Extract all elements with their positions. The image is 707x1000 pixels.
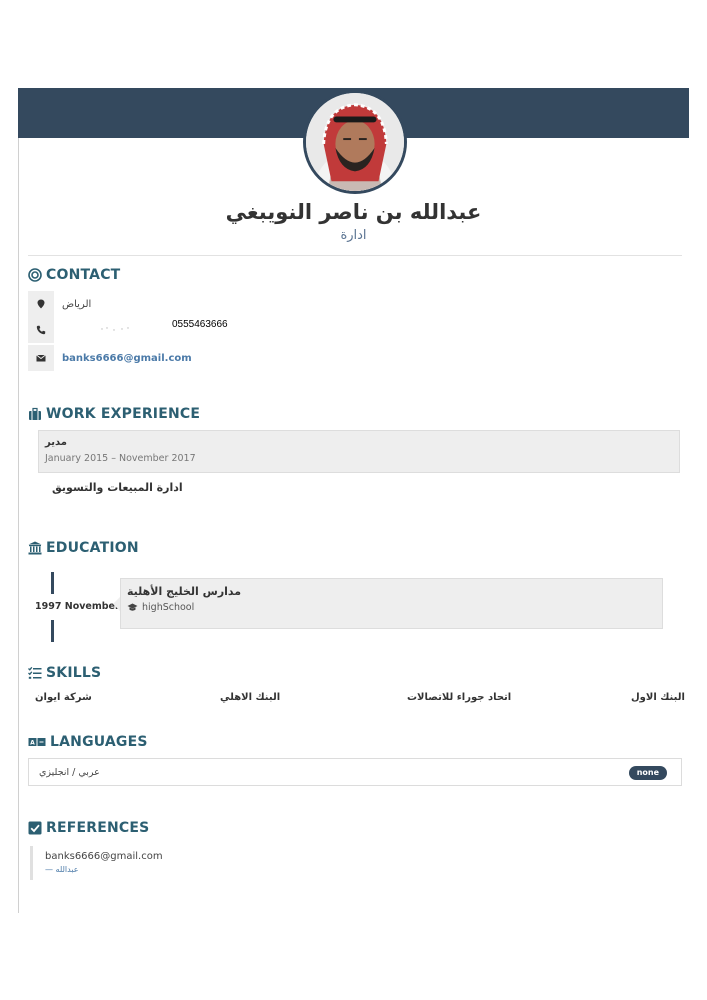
work-entry bbox=[38, 430, 680, 473]
job-title: مدير bbox=[45, 437, 67, 448]
contact-phone-row bbox=[28, 317, 54, 343]
job-description: ادارة المبيعات والتسويق bbox=[52, 481, 183, 494]
reference-quote-bar bbox=[30, 846, 33, 880]
language-name: عربي / انجليزي bbox=[39, 767, 100, 778]
reference-email: banks6666@gmail.com bbox=[45, 851, 163, 862]
references-title-text: REFERENCES bbox=[46, 820, 150, 836]
briefcase-icon bbox=[28, 407, 42, 421]
institution-icon bbox=[28, 541, 42, 555]
envelope-icon bbox=[28, 345, 54, 371]
work-title-text: WORK EXPERIENCE bbox=[46, 406, 201, 422]
education-date: 1997 November bbox=[35, 601, 120, 612]
checklist-icon bbox=[28, 666, 42, 680]
svg-text:A: A bbox=[30, 739, 35, 747]
contact-location: الرياض bbox=[62, 298, 92, 310]
skill-item: البنك الاهلي bbox=[220, 692, 281, 703]
phone-redaction-dots bbox=[62, 326, 162, 332]
education-entry bbox=[120, 578, 663, 629]
education-title-text: EDUCATION bbox=[46, 540, 139, 556]
reference-name: — عبدالله bbox=[45, 865, 79, 874]
map-marker-icon bbox=[28, 291, 54, 317]
timeline-line-top bbox=[51, 572, 54, 594]
language-entry bbox=[28, 758, 682, 786]
skills-section-title bbox=[28, 665, 101, 681]
education-school: مدارس الخليج الأهلية bbox=[127, 585, 242, 598]
languages-section-title bbox=[28, 734, 148, 750]
contact-section-title bbox=[28, 267, 120, 283]
profile-name: عبدالله بن ناصر النويبغي bbox=[225, 200, 482, 224]
profile-photo-image bbox=[306, 93, 404, 191]
job-dates: January 2015 – November 2017 bbox=[45, 453, 196, 464]
skill-item: شركة ايوان bbox=[35, 692, 92, 703]
contact-email-link[interactable]: banks6666@gmail.com bbox=[62, 352, 192, 364]
languages-title-text: LANGUAGES bbox=[50, 734, 148, 750]
timeline-line-bottom bbox=[51, 620, 54, 642]
skills-title-text: SKILLS bbox=[46, 665, 102, 681]
education-section-title bbox=[28, 540, 139, 556]
contact-title-text: CONTACT bbox=[46, 267, 121, 283]
phone-icon bbox=[28, 317, 54, 343]
graduation-cap-icon bbox=[127, 603, 138, 612]
language-icon bbox=[28, 735, 46, 749]
page-left-border bbox=[18, 138, 19, 913]
skill-item: اتحاد جوراء للاتصالات bbox=[407, 692, 512, 703]
skill-item: البنك الاول bbox=[631, 692, 685, 703]
contact-email-row[interactable] bbox=[28, 345, 192, 371]
contact-phone: 0555463666 bbox=[172, 319, 228, 330]
language-level-badge: none bbox=[629, 766, 667, 780]
references-section-title bbox=[28, 820, 149, 836]
education-degree-row bbox=[127, 602, 194, 613]
work-section-title bbox=[28, 406, 200, 422]
target-icon bbox=[28, 268, 42, 282]
profile-role: ادارة bbox=[340, 228, 367, 243]
header-divider bbox=[28, 255, 682, 256]
contact-location-row bbox=[28, 291, 91, 317]
check-square-icon bbox=[28, 821, 42, 835]
timeline-pointer bbox=[113, 597, 120, 611]
profile-photo bbox=[303, 90, 407, 194]
education-degree: highSchool bbox=[142, 602, 195, 613]
